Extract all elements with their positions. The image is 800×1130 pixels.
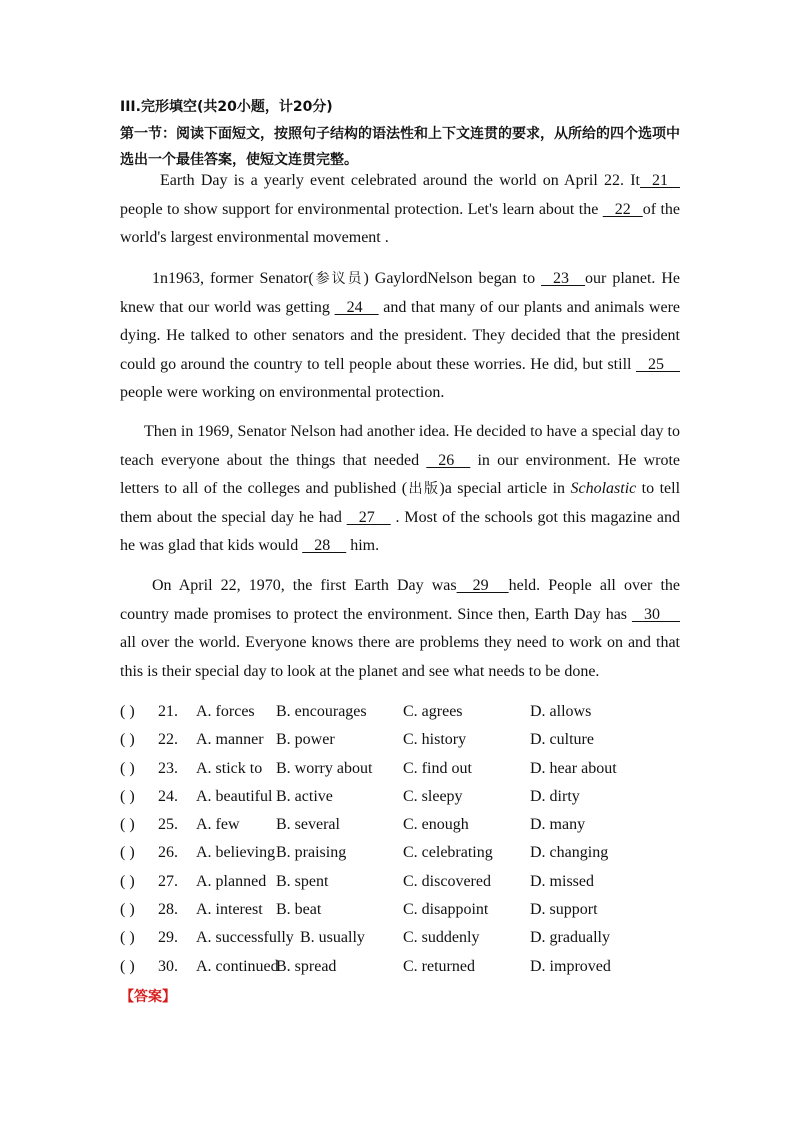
question-row: [120, 924, 720, 952]
paragraph-text: On April 22, 1970, the first Earth Day was: [152, 577, 457, 594]
option-d: D. missed: [530, 872, 594, 890]
instruction-text: 第一节：阅读下面短文，按照句子结构的语法性和上下文连贯的要求，从所给的四个选项中选出一个最佳答案，使短文连贯完整。: [120, 126, 680, 168]
option-d: D. dirty: [530, 787, 580, 805]
option-a: A. forces: [196, 703, 255, 720]
option-c: C. enough: [403, 816, 469, 834]
passage-paragraph-4: [120, 572, 680, 686]
option-b: B. spread: [276, 957, 337, 975]
paragraph-text: people to show support for environmental protection. Let's learn about the: [120, 200, 603, 218]
passage-paragraph-1: [120, 167, 680, 253]
blank-26: 26: [426, 451, 471, 469]
paragraph-text: to tell them about the special day he had: [120, 480, 681, 526]
option-d: D. support: [530, 901, 598, 919]
blank-24: 24: [334, 298, 379, 316]
answer-label: 【答案】: [120, 989, 176, 1005]
paragraph-text: and that many of our plants and animals were dying. He talked to other senators and the president. They decided that the president could go around the country to tell people about these worries. He did, but still: [120, 298, 681, 373]
option-c: C. history: [403, 731, 467, 749]
blank-25: 25: [636, 355, 680, 373]
option-b: B. worry about: [276, 759, 373, 777]
paragraph-text: . Most of the schools got this magazine and he was glad that kids would: [120, 508, 681, 554]
option-c: C. suddenly: [403, 929, 480, 947]
answer-parentheses: ( ): [120, 787, 135, 805]
paragraph-text: in our environment. He wrote letters to all of the colleges and published (: [120, 451, 680, 497]
blank-29: 29: [456, 577, 509, 594]
option-b: B. encourages: [276, 703, 367, 720]
question-row: [120, 755, 720, 783]
option-b: B. usually: [300, 929, 365, 947]
option-d: D. allows: [530, 703, 592, 720]
answer-parentheses: ( ): [120, 816, 135, 834]
paragraph-text: Then in 1969, Senator Nelson had another idea. He decided to have a special day to teach everyone about the things that needed: [120, 423, 680, 469]
passage-paragraph-2: [120, 265, 680, 408]
question-options-list: [120, 698, 720, 981]
question-row: [120, 726, 720, 754]
answer-parentheses: ( ): [120, 759, 135, 777]
blank-22: 22: [602, 200, 643, 218]
option-a: A. successfully: [196, 929, 294, 947]
question-number: 30.: [158, 957, 178, 975]
option-d: D. gradually: [530, 929, 610, 947]
question-number: 29.: [158, 929, 178, 947]
option-b: B. spent: [276, 872, 329, 890]
question-row: [120, 839, 720, 867]
option-a: A. interest: [196, 901, 263, 919]
blank-30: 30: [632, 605, 680, 623]
option-a: A. continued: [196, 957, 279, 975]
question-number: 24.: [158, 787, 178, 805]
question-row: [120, 896, 720, 924]
question-number: 27.: [158, 872, 178, 890]
option-d: D. culture: [530, 731, 594, 749]
magazine-title: Scholastic: [570, 480, 637, 497]
option-c: C. celebrating: [403, 844, 493, 862]
answer-parentheses: ( ): [120, 844, 135, 862]
option-c: C. disappoint: [403, 901, 489, 919]
option-c: C. returned: [403, 957, 475, 975]
blank-28: 28: [302, 537, 347, 554]
paragraph-text: Earth Day is a yearly event celebrated around the world on April 22. It: [160, 172, 640, 189]
paragraph-text: 参议员: [313, 271, 364, 287]
blank-27: 27: [346, 508, 391, 526]
answer-parentheses: ( ): [120, 929, 135, 947]
option-d: D. hear about: [530, 759, 617, 777]
paragraph-text: )a special article in: [439, 480, 571, 497]
answer-parentheses: ( ): [120, 703, 135, 720]
option-d: D. improved: [530, 957, 611, 975]
question-number: 25.: [158, 816, 178, 834]
option-b: B. active: [276, 787, 333, 805]
option-a: A. stick to: [196, 759, 263, 777]
answer-parentheses: ( ): [120, 731, 135, 749]
paragraph-text: 1n1963, former Senator(: [152, 270, 314, 287]
option-a: A. believing: [196, 844, 276, 862]
question-number: 22.: [158, 731, 178, 749]
question-row: [120, 783, 720, 811]
question-number: 21.: [158, 703, 178, 720]
section-title: III.完形填空(共20小题，计20分): [120, 99, 333, 115]
question-row: [120, 698, 720, 726]
paragraph-text: 出版: [407, 481, 440, 497]
option-b: B. praising: [276, 844, 347, 862]
option-a: A. planned: [196, 872, 267, 890]
question-number: 26.: [158, 844, 178, 862]
paragraph-text: him.: [346, 537, 380, 554]
blank-21: 21: [640, 172, 680, 189]
passage-paragraph-3: [120, 418, 680, 561]
option-b: B. power: [276, 731, 335, 749]
answer-parentheses: ( ): [120, 901, 135, 919]
option-c: C. discovered: [403, 872, 491, 890]
question-row: [120, 811, 720, 839]
question-number: 23.: [158, 759, 178, 777]
paragraph-text: people were working on environmental protection.: [120, 384, 445, 401]
option-a: A. few: [196, 816, 240, 834]
paragraph-text: our planet. He knew that our world was getting: [120, 270, 681, 316]
option-a: A. manner: [196, 731, 264, 749]
option-d: D. changing: [530, 844, 609, 862]
paragraph-text: held. People all over the country made promises to protect the environment. Since then, Earth Day has: [120, 577, 680, 623]
option-b: B. several: [276, 816, 340, 834]
question-row: [120, 953, 720, 981]
option-c: C. agrees: [403, 703, 463, 720]
option-c: C. find out: [403, 759, 472, 777]
option-a: A. beautiful: [196, 787, 273, 805]
answer-parentheses: ( ): [120, 957, 135, 975]
paragraph-text: all over the world. Everyone knows there are problems they need to work on and that this is their special day to look at the planet and see what needs to be done.: [120, 634, 680, 680]
option-b: B. beat: [276, 901, 322, 919]
paragraph-text: ) GaylordNelson began to: [363, 270, 542, 287]
answer-parentheses: ( ): [120, 872, 135, 890]
option-c: C. sleepy: [403, 787, 463, 805]
blank-23: 23: [541, 270, 586, 287]
question-row: [120, 868, 720, 896]
option-d: D. many: [530, 816, 586, 834]
paragraph-text: of the world's largest environmental movement .: [120, 200, 681, 246]
question-number: 28.: [158, 901, 178, 919]
